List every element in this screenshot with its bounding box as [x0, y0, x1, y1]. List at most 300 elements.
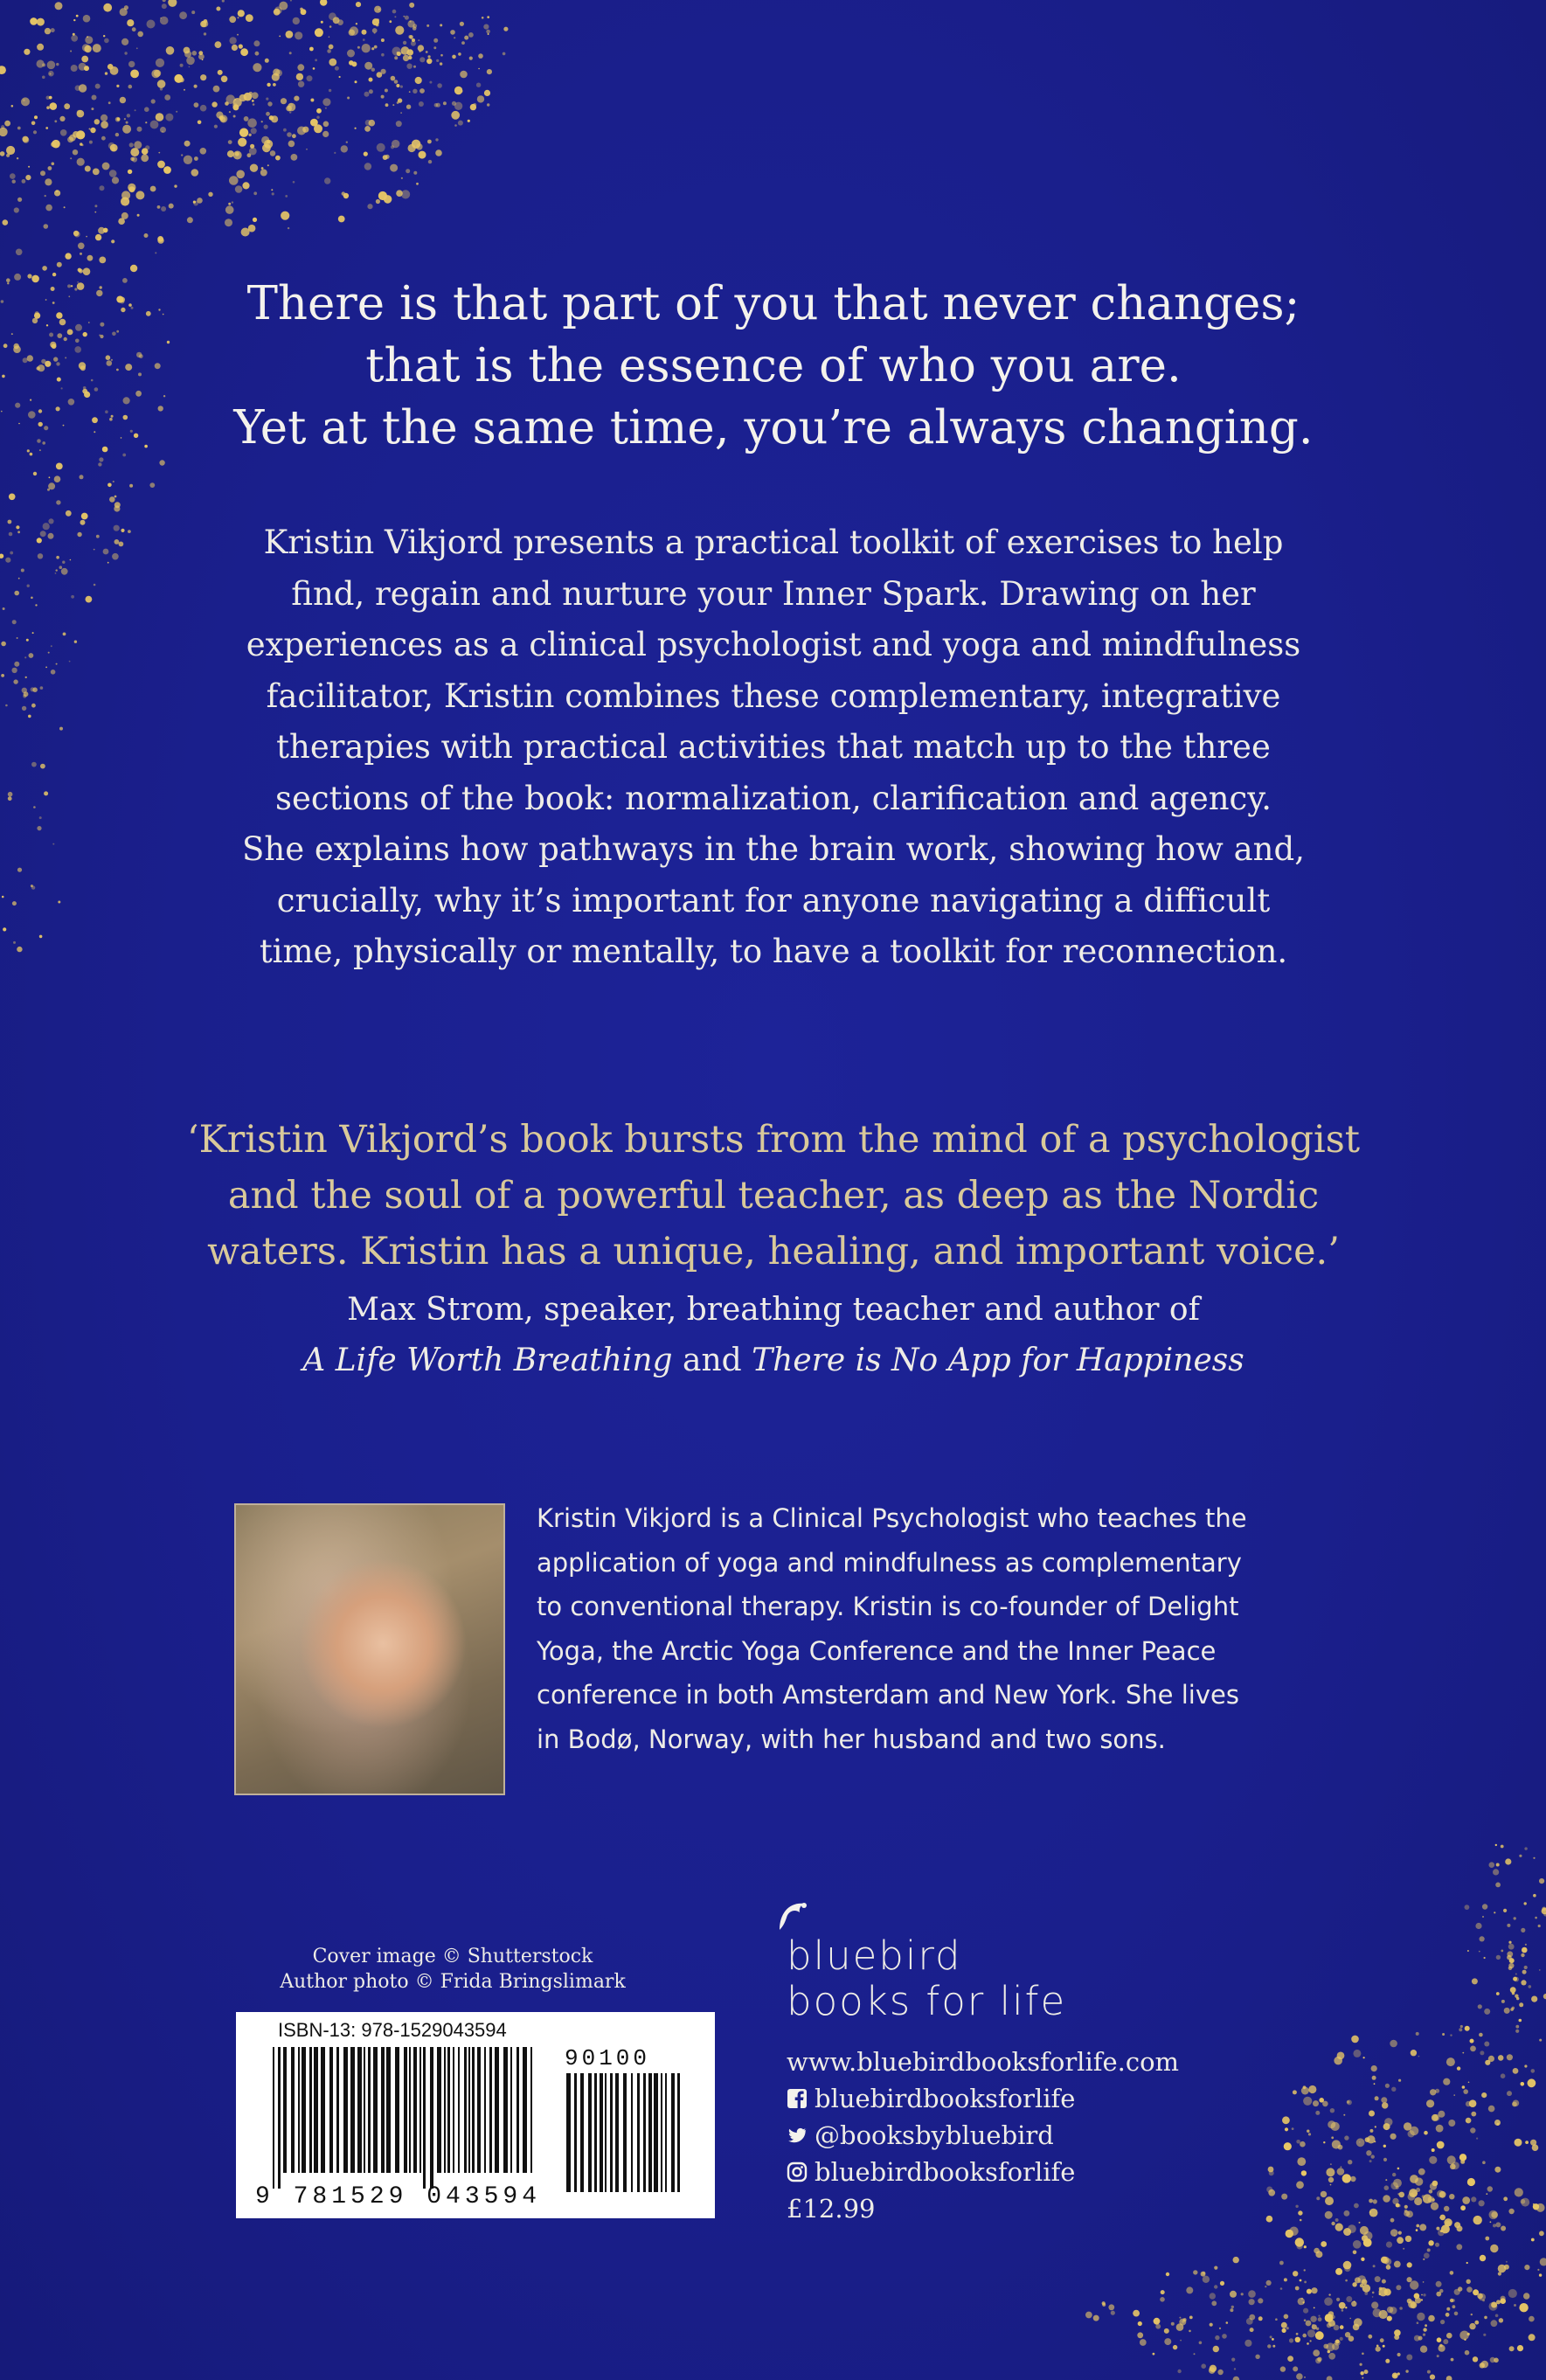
sparkle-dot [1410, 2280, 1418, 2289]
sparkle-dot [44, 224, 49, 229]
sparkle-dot [1244, 2340, 1251, 2347]
sparkle-dot [109, 170, 117, 177]
sparkle-dot [267, 164, 269, 166]
sparkle-dot [419, 151, 426, 159]
sparkle-dot [38, 422, 43, 427]
sparkle-dot [54, 190, 60, 196]
sparkle-dot [1494, 2120, 1501, 2126]
sparkle-dot [0, 151, 4, 156]
sparkle-dot [1301, 2170, 1307, 2175]
sparkle-dot [1203, 2276, 1210, 2283]
barcode-bar [631, 2073, 633, 2192]
sparkle-dot [1348, 2335, 1355, 2342]
sparkle-dot [1330, 2184, 1332, 2186]
sparkle-dot [1282, 2328, 1286, 2333]
sparkle-dot [503, 27, 508, 31]
sparkle-dot [1361, 2258, 1364, 2261]
sparkle-dot [1348, 2160, 1352, 2164]
sparkle-dot [1344, 2135, 1348, 2140]
sparkle-dot [406, 64, 412, 69]
sparkle-dot [1372, 2296, 1374, 2298]
sparkle-dot [1399, 2307, 1403, 2310]
sparkle-dot [228, 140, 232, 144]
sparkle-dot [1328, 2177, 1334, 2182]
sparkle-dot [111, 239, 114, 243]
sparkle-dot [381, 95, 385, 99]
sparkle-dot [269, 115, 274, 120]
sparkle-dot [56, 663, 58, 665]
sparkle-dot [30, 399, 31, 401]
sparkle-dot [119, 542, 124, 547]
publisher-name: bluebird [787, 1932, 962, 1979]
sparkle-dot [174, 184, 177, 187]
sparkle-dot [81, 56, 88, 63]
sparkle-dot [1450, 2034, 1452, 2036]
sparkle-dot [1397, 2237, 1404, 2244]
sparkle-dot [316, 116, 319, 119]
sparkle-dot [64, 103, 70, 109]
sparkle-dot [1484, 2009, 1490, 2015]
sparkle-dot [296, 73, 303, 80]
sparkle-dot [1226, 2321, 1229, 2324]
sparkle-dot [8, 520, 12, 524]
sparkle-dot [12, 901, 17, 906]
sparkle-dot [415, 77, 422, 84]
barcode-bar [600, 2073, 603, 2192]
sparkle-dot [1321, 2241, 1327, 2247]
sparkle-dot [1397, 2204, 1401, 2208]
sparkle-dot [1471, 2314, 1473, 2315]
sparkle-dot [1429, 2189, 1433, 2194]
sparkle-dot [1164, 2328, 1169, 2334]
barcode-bar [566, 2073, 571, 2192]
sparkle-dot [1319, 2098, 1324, 2103]
sparkle-dot [1093, 2315, 1099, 2321]
sparkle-dot [261, 167, 264, 170]
website-row [787, 2043, 1179, 2080]
sparkle-dot [57, 378, 61, 382]
sparkle-dot [13, 679, 17, 683]
sparkle-dot [1210, 2323, 1213, 2327]
sparkle-dot [1331, 2122, 1340, 2131]
sparkle-dot [31, 275, 39, 283]
barcode-bar [314, 2047, 318, 2173]
sparkle-dot [1326, 2168, 1335, 2176]
sparkle-dot [1193, 2270, 1197, 2274]
sparkle-dot [1310, 2316, 1316, 2322]
sparkle-dot [1295, 2337, 1300, 2342]
sparkle-dot [87, 36, 88, 38]
sparkle-dot [478, 68, 480, 70]
sparkle-dot [94, 431, 95, 433]
sparkle-dot [1307, 2329, 1315, 2337]
sparkle-dot [341, 145, 348, 152]
sparkle-dot [120, 97, 126, 103]
barcode-bar [484, 2047, 486, 2173]
sparkle-dot [37, 18, 45, 26]
sparkle-dot [88, 322, 90, 323]
sparkle-dot [2, 896, 4, 899]
sparkle-dot [1140, 2339, 1147, 2346]
sparkle-dot [295, 31, 302, 39]
sparkle-dot [290, 0, 292, 2]
sparkle-dot [327, 49, 331, 53]
sparkle-dot [37, 44, 44, 51]
sparkle-dot [155, 252, 156, 253]
sparkle-dot [1332, 2140, 1341, 2148]
blurb-line: She explains how pathways in the brain work, showing how and, [242, 830, 1305, 868]
sparkle-dot [40, 170, 45, 176]
facebook-icon [787, 2088, 808, 2109]
sparkle-dot [400, 86, 403, 88]
sparkle-dot [144, 107, 149, 112]
barcode-bar [386, 2047, 391, 2173]
sparkle-dot [200, 74, 206, 80]
sparkle-dot [1479, 2033, 1483, 2037]
blurb-line: crucially, why it’s important for anyone navigating a difficult [276, 881, 1271, 919]
sparkle-dot [248, 134, 251, 136]
sparkle-dot [1306, 2321, 1312, 2327]
sparkle-dot [265, 59, 269, 63]
sparkle-dot [1344, 2210, 1350, 2217]
sparkle-dot [162, 3, 167, 9]
sparkle-dot [1334, 2325, 1340, 2331]
sparkle-dot [115, 117, 121, 122]
sparkle-dot [229, 176, 239, 185]
sparkle-dot [253, 40, 260, 46]
sparkle-dot [127, 19, 134, 26]
sparkle-dot [1281, 2322, 1287, 2328]
sparkle-dot [17, 198, 22, 202]
barcode-bar [302, 2047, 306, 2173]
sparkle-dot [1529, 2316, 1535, 2322]
sparkle-dot [1342, 2174, 1351, 2182]
sparkle-dot [1171, 2322, 1175, 2326]
sparkle-dot [104, 38, 109, 44]
sparkle-dot [1467, 2178, 1475, 2186]
sparkle-dot [1268, 2189, 1275, 2196]
sparkle-dot [1418, 2168, 1425, 2175]
sparkle-dot [52, 843, 54, 845]
sparkle-dot [157, 237, 163, 243]
sparkle-dot [1430, 2089, 1436, 2095]
sparkle-dot [21, 569, 24, 572]
barcode-bar [413, 2047, 417, 2173]
sparkle-dot [252, 100, 254, 102]
sparkle-dot [1508, 1963, 1514, 1968]
sparkle-dot [1454, 2312, 1459, 2316]
sparkle-dot [1495, 2222, 1501, 2227]
sparkle-dot [184, 156, 192, 164]
sparkle-dot [1510, 1987, 1516, 1993]
sparkle-dot [229, 16, 236, 23]
sparkle-dot [71, 595, 74, 599]
sparkle-dot [329, 59, 336, 66]
sparkle-dot [451, 111, 460, 120]
sparkle-dot [1233, 2377, 1240, 2380]
sparkle-dot [376, 199, 380, 204]
sparkle-dot [131, 307, 134, 309]
sparkle-dot [1381, 2097, 1387, 2103]
sparkle-dot [294, 96, 299, 101]
sparkle-dot [130, 70, 139, 79]
sparkle-dot [378, 9, 380, 10]
sparkle-dot [1484, 2042, 1489, 2047]
sparkle-dot [132, 27, 136, 31]
sparkle-dot [428, 160, 432, 163]
sparkle-dot [1540, 2258, 1546, 2266]
sparkle-dot [85, 166, 91, 172]
sparkle-dot [362, 30, 367, 35]
sparkle-dot [413, 171, 417, 175]
barcode-bar [495, 2047, 499, 2173]
sparkle-dot [363, 38, 365, 41]
sparkle-dot [1479, 2200, 1485, 2206]
sparkle-dot [487, 16, 489, 18]
sparkle-dot [385, 103, 389, 107]
sparkle-dot [1340, 2337, 1343, 2341]
sparkle-dot [1432, 2198, 1435, 2202]
sparkle-dot [1267, 2344, 1271, 2348]
sparkle-dot [1203, 2272, 1206, 2275]
sparkle-dot [3, 927, 6, 931]
sparkle-dot [147, 20, 156, 29]
sparkle-dot [429, 81, 432, 84]
sparkle-dot [464, 36, 468, 40]
sparkle-dot [45, 667, 47, 669]
sparkle-dot [65, 357, 66, 358]
sparkle-dot [454, 124, 457, 127]
sparkle-dot [1340, 2325, 1344, 2329]
sparkle-dot [7, 282, 9, 284]
sparkle-dot [435, 149, 442, 156]
sparkle-dot [1346, 2296, 1352, 2302]
sparkle-dot [24, 49, 30, 55]
sparkle-dot [325, 108, 327, 109]
sparkle-dot [253, 63, 261, 72]
sparkle-dot [1364, 2292, 1368, 2295]
twitter-icon [787, 2125, 808, 2146]
sparkle-dot [102, 447, 108, 453]
sparkle-dot [1448, 2120, 1455, 2127]
sparkle-dot [365, 120, 371, 126]
sparkle-dot [1519, 2002, 1523, 2007]
sparkle-dot [323, 121, 329, 128]
barcode-bar [437, 2047, 441, 2173]
sparkle-dot [1246, 2318, 1253, 2325]
sparkle-dot [314, 124, 322, 133]
sparkle-dot [55, 569, 57, 571]
sparkle-dot [94, 212, 96, 213]
sparkle-dot [1466, 2262, 1468, 2264]
barcode-bar [654, 2073, 658, 2192]
sparkle-dot [102, 163, 110, 170]
sparkle-dot [1374, 2083, 1376, 2085]
sparkle-dot [103, 3, 112, 12]
sparkle-dot [1427, 2370, 1431, 2374]
sparkle-dot [49, 96, 52, 100]
sparkle-dot [179, 11, 187, 19]
barcode-bar [357, 2047, 362, 2173]
sparkle-dot [37, 826, 41, 830]
sparkle-dot [300, 8, 303, 11]
sparkle-dot [1295, 2286, 1300, 2291]
sparkle-dot [1521, 2198, 1529, 2207]
sparkle-dot [42, 76, 45, 80]
price-row [787, 2190, 1179, 2227]
sparkle-dot [1494, 1912, 1495, 1913]
sparkle-dot [443, 101, 447, 105]
sparkle-dot [1352, 2282, 1356, 2286]
sparkle-dot [238, 10, 245, 17]
blurb-line: find, regain and nurture your Inner Spark. Drawing on her [291, 574, 1256, 613]
sparkle-dot [1483, 2334, 1486, 2336]
sparkle-dot [31, 687, 35, 691]
barcode-bar [395, 2047, 399, 2173]
blurb-line: therapies with practical activities that match up to the three [276, 728, 1271, 766]
sparkle-dot [264, 125, 268, 129]
sparkle-dot [42, 441, 45, 445]
barcode-bar [373, 2047, 378, 2173]
sparkle-dot [60, 129, 67, 136]
sparkle-dot [1473, 2356, 1478, 2362]
sparkle-dot [419, 57, 425, 62]
sparkle-dot [482, 17, 484, 19]
sparkle-dot [35, 604, 37, 606]
sparkle-dot [61, 387, 63, 389]
sparkle-dot [0, 66, 6, 74]
sparkle-dot [194, 85, 198, 88]
sparkle-dot [367, 204, 372, 209]
sparkle-dot [400, 52, 403, 54]
barcode-bar [464, 2047, 467, 2173]
sparkle-dot [1446, 2057, 1455, 2066]
sparkle-dot [107, 483, 112, 488]
barcode-bar [298, 2047, 300, 2173]
sparkle-dot [338, 216, 345, 223]
sparkle-dot [1155, 2324, 1161, 2329]
sparkle-dot [1397, 2353, 1401, 2356]
sparkle-dot [397, 52, 401, 56]
sparkle-dot [45, 127, 48, 129]
sparkle-dot [1312, 2324, 1317, 2329]
sparkle-dot [1303, 2097, 1312, 2106]
sparkle-dot [1515, 2188, 1523, 2196]
sparkle-dot [225, 219, 232, 226]
sparkle-dot [1498, 2055, 1504, 2061]
sparkle-dot [33, 806, 36, 808]
sparkle-dot [71, 35, 78, 42]
sparkle-dot [1102, 2303, 1106, 2307]
sparkle-dot [71, 285, 73, 287]
sparkle-dot [335, 66, 339, 71]
sparkle-dot [1506, 2261, 1508, 2263]
sparkle-dot [200, 105, 207, 112]
sparkle-dot [106, 355, 111, 360]
sparkle-dot [1404, 2210, 1410, 2217]
sparkle-dot [23, 357, 28, 363]
sparkle-dot [394, 80, 399, 84]
sparkle-dot [279, 2, 288, 10]
sparkle-dot [134, 434, 138, 438]
sparkle-dot [75, 339, 80, 343]
sparkle-dot [289, 52, 292, 54]
sparkle-dot [389, 20, 392, 23]
barcode-bar [477, 2047, 481, 2173]
sparkle-dot [371, 68, 375, 72]
barcode-bar [643, 2073, 646, 2192]
sparkle-dot [1397, 2168, 1400, 2170]
sparkle-dot [103, 228, 108, 233]
sparkle-dot [1466, 2118, 1472, 2124]
sparkle-dot [287, 36, 289, 38]
sparkle-dot [1371, 2301, 1378, 2308]
sparkle-dot [84, 392, 90, 398]
sparkle-dot [135, 191, 144, 199]
sparkle-dot [1371, 2065, 1377, 2071]
sparkle-dot [1360, 2371, 1363, 2375]
sparkle-dot [1405, 2370, 1408, 2372]
sparkle-dot [82, 44, 90, 52]
sparkle-dot [1521, 1928, 1525, 1932]
sparkle-dot [61, 568, 68, 575]
sparkle-dot [1304, 2319, 1307, 2321]
sparkle-dot [458, 121, 463, 126]
sparkle-dot [1334, 2057, 1342, 2065]
sparkle-dot [1230, 2291, 1237, 2298]
sparkle-dot [1310, 2340, 1312, 2342]
sparkle-dot [198, 51, 203, 55]
sparkle-dot [1302, 2334, 1307, 2338]
sparkle-dot [1085, 2312, 1092, 2319]
barcode-bar [610, 2073, 613, 2192]
book-blurb [175, 517, 1372, 978]
sparkle-dot [78, 243, 85, 250]
sparkle-dot [1432, 2148, 1435, 2152]
quote-attribution [157, 1285, 1390, 1386]
sparkle-dot [158, 152, 160, 154]
sparkle-dot [1416, 2032, 1419, 2036]
sparkle-dot [129, 142, 134, 147]
sparkle-dot [306, 149, 308, 150]
sparkle-dot [1179, 2317, 1181, 2319]
sparkle-dot [394, 16, 396, 17]
sparkle-dot [1241, 2293, 1244, 2295]
sparkle-dot [403, 16, 405, 17]
sparkle-dot [194, 156, 198, 161]
sparkle-dot [232, 201, 233, 203]
sparkle-dot [39, 816, 42, 819]
sparkle-dot [1496, 1955, 1501, 1960]
sparkle-dot [1499, 2318, 1503, 2322]
sparkle-dot [1164, 2338, 1171, 2345]
sparkle-dot [1494, 2167, 1501, 2173]
sparkle-dot [204, 32, 206, 35]
sparkle-dot [1383, 2195, 1390, 2203]
sparkle-dot [121, 529, 124, 532]
sparkle-dot [73, 149, 78, 155]
sparkle-dot [45, 28, 51, 34]
sparkle-dot [1537, 2269, 1539, 2271]
sparkle-dot [1372, 2292, 1375, 2294]
sparkle-dot [437, 83, 442, 88]
sparkle-dot [240, 48, 248, 56]
sparkle-dot [1495, 1844, 1497, 1846]
sparkle-dot [1386, 2265, 1391, 2270]
sparkle-dot [324, 177, 330, 184]
sparkle-dot [8, 796, 12, 801]
sparkle-dot [1331, 2315, 1335, 2319]
